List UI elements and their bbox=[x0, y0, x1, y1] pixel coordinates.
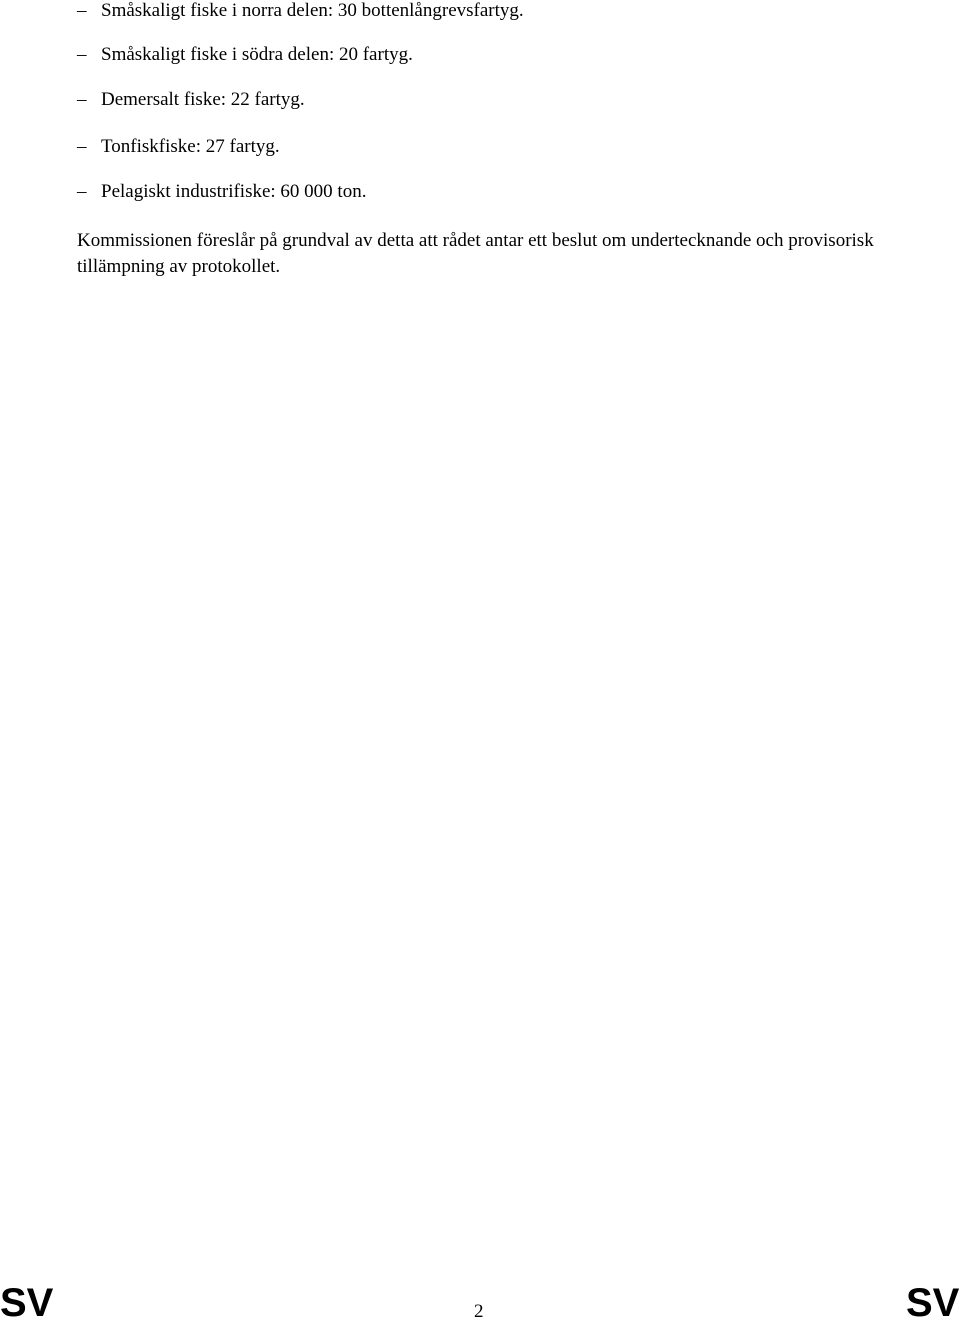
list-item-text: Småskaligt fiske i norra delen: 30 bottenlångrevsfartyg. bbox=[101, 0, 524, 21]
list-item-text: Småskaligt fiske i södra delen: 20 fartyg. bbox=[101, 44, 413, 65]
list-item-text: Demersalt fiske: 22 fartyg. bbox=[101, 89, 305, 110]
page-number: 2 bbox=[474, 1301, 484, 1322]
body-paragraph: Kommissionen föreslår på grundval av detta att rådet antar ett beslut om undertecknande och provisorisk tillämpning av protokollet. bbox=[77, 230, 874, 277]
list-item-text: Tonfiskfiske: 27 fartyg. bbox=[101, 136, 280, 157]
list-item-text: Pelagiskt industrifiske: 60 000 ton. bbox=[101, 181, 367, 202]
footer-language-left: SV bbox=[0, 1281, 54, 1325]
dash-marker: – bbox=[77, 0, 87, 21]
footer-language-right: SV bbox=[906, 1281, 960, 1325]
dash-marker: – bbox=[77, 136, 87, 157]
dash-marker: – bbox=[77, 44, 87, 65]
dash-marker: – bbox=[77, 89, 87, 110]
dash-marker: – bbox=[77, 181, 87, 202]
